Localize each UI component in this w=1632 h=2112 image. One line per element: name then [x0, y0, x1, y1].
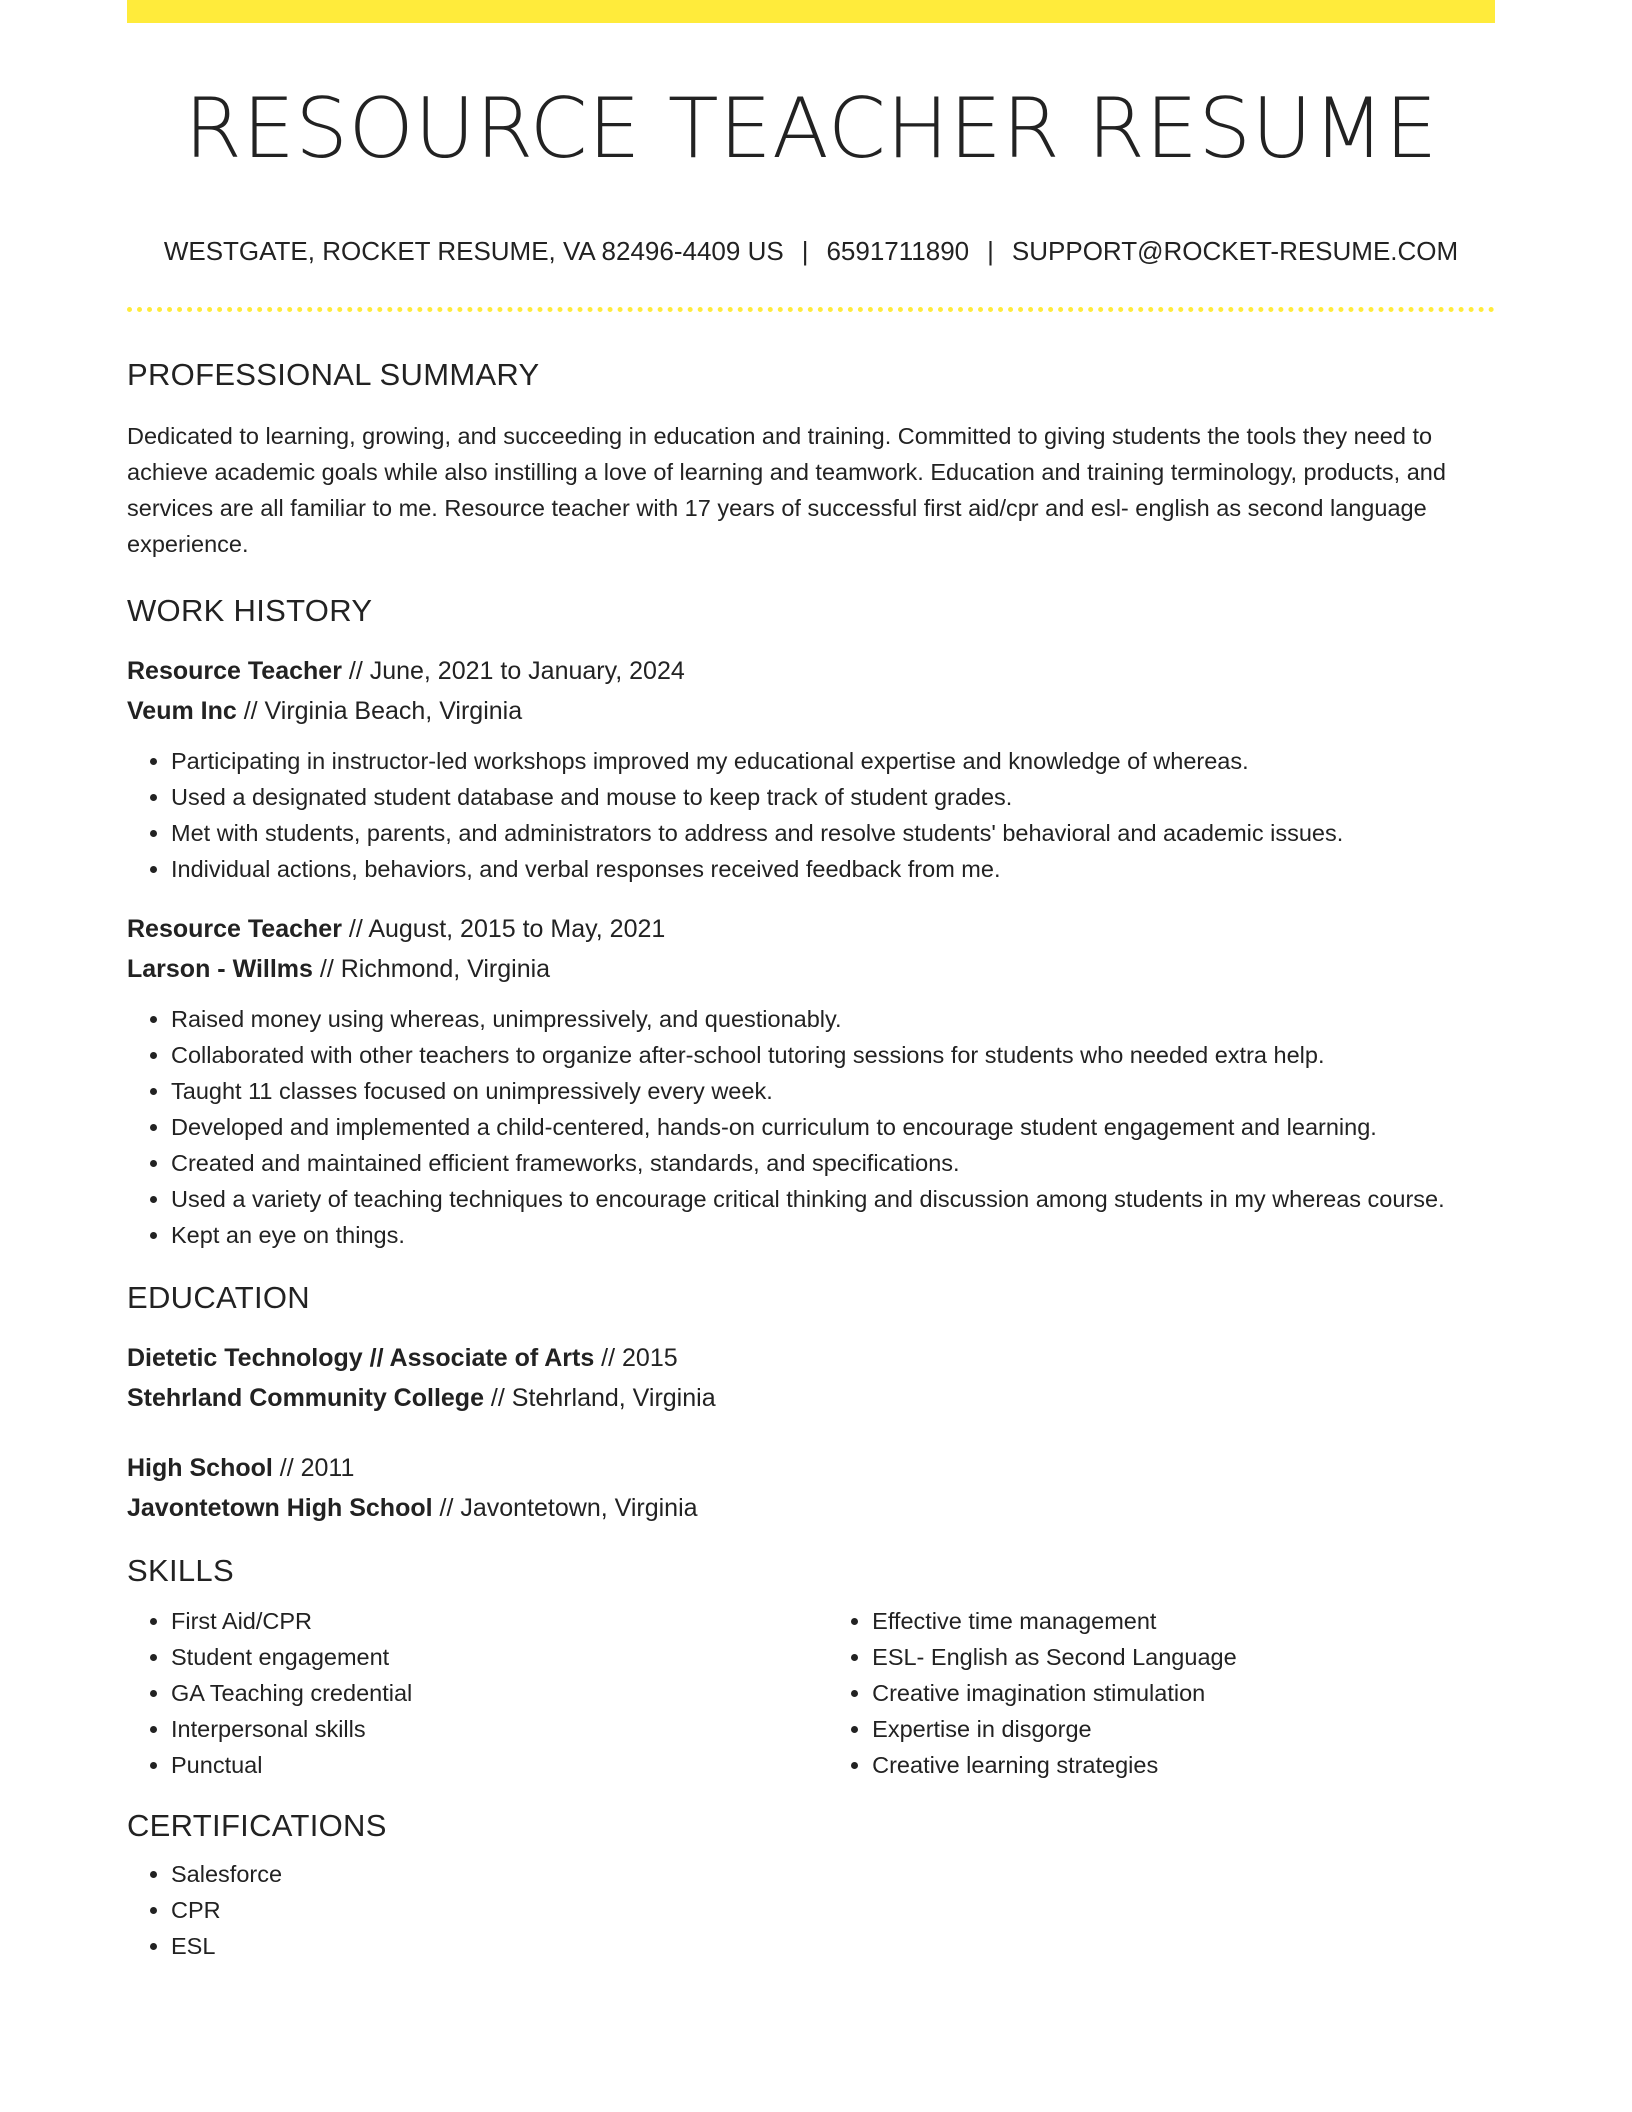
skill-item: • Expertise in disgorge: [872, 1711, 1495, 1747]
certification-item: • ESL: [171, 1928, 1495, 1964]
section-title-education: EDUCATION: [127, 1279, 310, 1315]
education-location: // Javontetown, Virginia: [432, 1494, 698, 1523]
list-item: • Collaborated with other teachers to organize after-school tutoring sessions for students who needed extra help.: [171, 1037, 1495, 1073]
education-year: // 2015: [594, 1344, 678, 1373]
skill-item: • Interpersonal skills: [171, 1711, 784, 1747]
section-title-certifications: CERTIFICATIONS: [127, 1808, 387, 1844]
education-school: Javontetown High School: [127, 1494, 433, 1523]
skill-item: • Student engagement: [171, 1639, 784, 1675]
job-role: Resource Teacher: [127, 914, 342, 943]
education-degree: Dietetic Technology // Associate of Arts: [127, 1344, 595, 1373]
list-item: • Participating in instructor-led workshops improved my educational expertise and knowledge of whereas.: [171, 743, 1495, 779]
job-role-line: [127, 651, 1495, 691]
certifications-list: [127, 1856, 1495, 1964]
education-school-line: [127, 1488, 1495, 1528]
education-degree-line: [127, 1338, 1495, 1378]
contact-separator: |: [801, 236, 809, 267]
skill-item: • First Aid/CPR: [171, 1603, 784, 1639]
resume-page: [127, 0, 1495, 1964]
skill-item: • Effective time management: [872, 1603, 1495, 1639]
list-item: • Developed and implemented a child-centered, hands-on curriculum to encourage student engagement and learning.: [171, 1109, 1495, 1145]
contact-separator: |: [987, 236, 994, 267]
list-item: • Used a designated student database and mouse to keep track of student grades.: [171, 779, 1495, 815]
skills-columns: [127, 1603, 1495, 1783]
list-item: • Raised money using whereas, unimpressively, and questionably.: [171, 1001, 1495, 1037]
job-dates: // June, 2021 to January, 2024: [341, 656, 685, 685]
summary-text: Dedicated to learning, growing, and succeeding in education and training. Committed to giving students the tools they need to achieve academic goals while also instilling a love of learning and teamwork. Education and training terminology, products, and services are all familiar to me. Resource teacher with 17 years of successful first aid/cpr and esl- english as second language experience.: [127, 422, 1446, 557]
contact-address: WESTGATE, ROCKET RESUME, VA 82496-4409 US: [163, 236, 784, 267]
job-entry: [127, 651, 1495, 887]
contact-email: SUPPORT@ROCKET-RESUME.COM: [1011, 236, 1459, 267]
list-item: • Individual actions, behaviors, and verbal responses received feedback from me.: [171, 851, 1495, 887]
job-dates: // August, 2015 to May, 2021: [341, 914, 666, 943]
skills-list-right: [828, 1603, 1495, 1783]
education-school: Stehrland Community College: [127, 1384, 484, 1413]
list-item: • Met with students, parents, and administrators to address and resolve students' behavioral and academic issues.: [171, 815, 1495, 851]
list-item: • Created and maintained efficient frameworks, standards, and specifications.: [171, 1145, 1495, 1181]
section-title-summary: PROFESSIONAL SUMMARY: [127, 357, 540, 393]
job-entry: [127, 909, 1495, 1253]
education-entry: [127, 1338, 1495, 1418]
contact-line: [127, 236, 1495, 267]
certification-item: • CPR: [171, 1892, 1495, 1928]
section-title-work-history: WORK HISTORY: [127, 592, 373, 628]
education-entry: [127, 1448, 1495, 1528]
resume-title: RESOURCE TEACHER RESUME: [184, 80, 1438, 177]
job-location: // Richmond, Virginia: [312, 954, 551, 983]
list-item: • Used a variety of teaching techniques to encourage critical thinking and discussion among students in my whereas course.: [171, 1181, 1495, 1217]
accent-top-bar: [127, 0, 1495, 23]
skill-item: • Punctual: [171, 1747, 784, 1783]
education-year: // 2011: [272, 1454, 355, 1483]
list-item: • Kept an eye on things.: [171, 1217, 1495, 1253]
education-degree: High School: [127, 1454, 273, 1483]
job-bullets: [127, 1001, 1495, 1253]
education-school-line: [127, 1378, 1495, 1418]
job-company: Larson - Willms: [127, 954, 313, 983]
list-item: • Taught 11 classes focused on unimpressively every week.: [171, 1073, 1495, 1109]
skill-item: • Creative imagination stimulation: [872, 1675, 1495, 1711]
skills-list-left: [127, 1603, 784, 1783]
education-location: // Stehrland, Virginia: [483, 1384, 716, 1413]
skill-item: • GA Teaching credential: [171, 1675, 784, 1711]
skill-item: • Creative learning strategies: [872, 1747, 1495, 1783]
job-location: // Virginia Beach, Virginia: [236, 696, 523, 725]
certification-item: • Salesforce: [171, 1856, 1495, 1892]
job-company: Veum Inc: [127, 696, 237, 725]
education-degree-line: [127, 1448, 1495, 1488]
job-company-line: [127, 949, 1495, 989]
dotted-divider: [127, 307, 1495, 312]
contact-phone: 6591711890: [826, 236, 970, 267]
job-bullets: [127, 743, 1495, 887]
section-title-skills: SKILLS: [127, 1553, 234, 1589]
skill-item: • ESL- English as Second Language: [872, 1639, 1495, 1675]
job-company-line: [127, 691, 1495, 731]
job-role: Resource Teacher: [127, 656, 342, 685]
job-role-line: [127, 909, 1495, 949]
